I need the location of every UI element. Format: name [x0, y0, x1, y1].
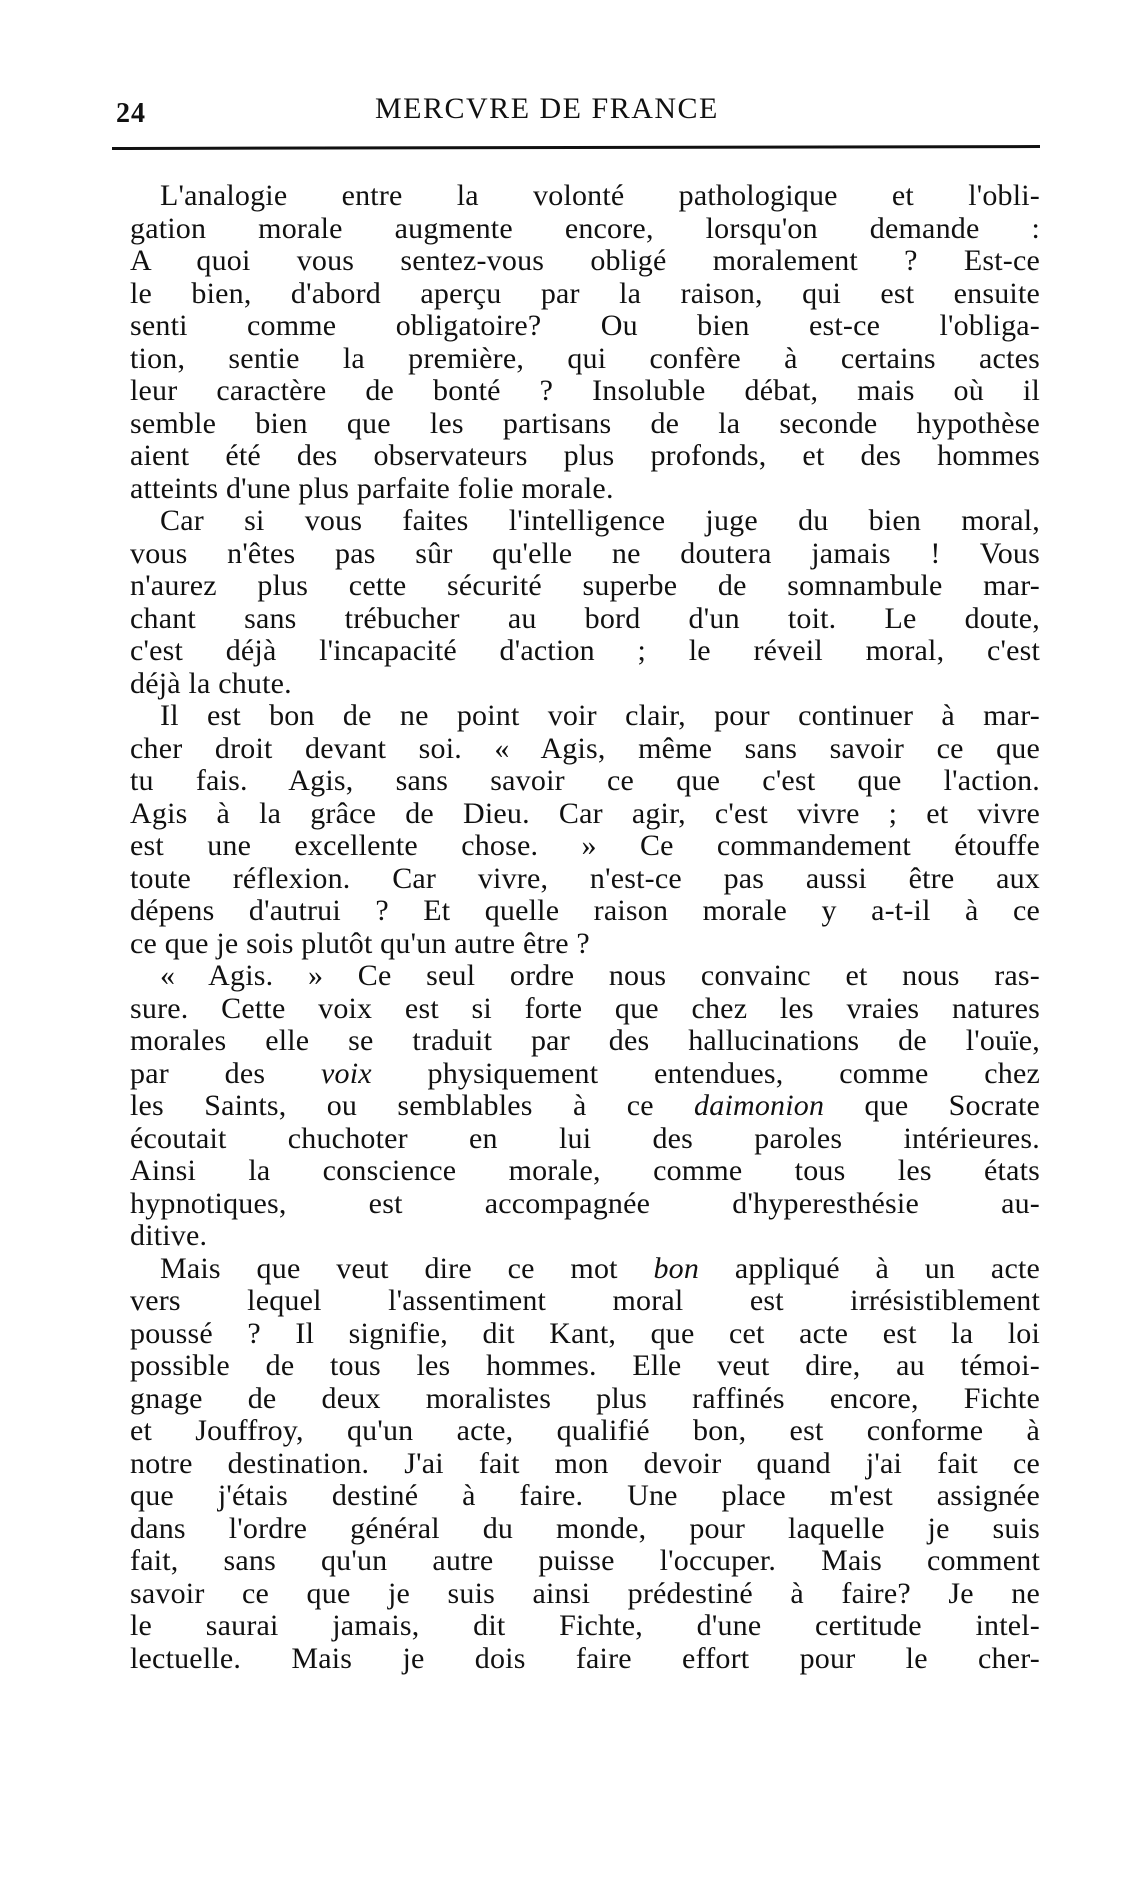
italic-word: daimonion [694, 1089, 825, 1122]
text-line: ce que je sois plutôt qu'un autre être ? [130, 926, 590, 960]
text-line: cher droit devant soi. « Agis, même sans savoir ce que [130, 731, 1040, 765]
text-line: tu fais. Agis, sans savoir ce que c'est que l'action. [130, 764, 1040, 797]
text-line: vers lequel l'assentiment moral est irrésistiblement [130, 1284, 1040, 1317]
text-line: le saurai jamais, dit Fichte, d'une certitude intel- [130, 1609, 1040, 1642]
text-line: vous n'êtes pas sûr qu'elle ne doutera jamais ! Vous [130, 536, 1040, 570]
text-line: fait, sans qu'un autre puisse l'occuper. Mais comment [130, 1544, 1040, 1577]
text-line [130, 1253, 1040, 1286]
text-line: Il est bon de ne point voir clair, pour continuer à mar- [160, 699, 1040, 732]
text-segment: les Saints, ou semblables à ce [130, 1089, 695, 1122]
text-line: dans l'ordre général du monde, pour laquelle je suis [130, 1511, 1040, 1545]
text-line: aient été des observateurs plus profonds, et des hommes [130, 439, 1040, 472]
text-line: chant sans trébucher au bord d'un toit. Le doute, [130, 601, 1040, 635]
text-line: possible de tous les hommes. Elle veut dire, au témoi- [130, 1349, 1040, 1382]
text-line: leur caractère de bonté ? Insoluble débat, mais où il [130, 374, 1040, 407]
text-segment: appliqué à un acte [699, 1251, 1041, 1285]
text-line: gation morale augmente encore, lorsqu'on demande : [130, 211, 1040, 245]
page-number: 24 [116, 98, 146, 129]
text-line: senti comme obligatoire? Ou bien est-ce l'obliga- [130, 309, 1040, 342]
text-segment: que Socrate [824, 1089, 1040, 1122]
text-line: ditive. [130, 1219, 208, 1252]
text-line: morales elle se traduit par des hallucinations de l'ouïe, [130, 1024, 1040, 1057]
text-line: toute réflexion. Car vivre, n'est-ce pas aussi être aux [130, 861, 1040, 895]
text-line: Car si vous faites l'intelligence juge du bien moral, [160, 504, 1040, 537]
text-line: est une excellente chose. » Ce commandement étouffe [130, 829, 1040, 862]
text-segment: Mais que veut dire ce mot [160, 1251, 654, 1285]
text-line [130, 1058, 1040, 1091]
header-rule [112, 145, 1040, 150]
text-line: semble bien que les partisans de la seconde hypothèse [130, 406, 1040, 440]
italic-word: bon [653, 1251, 700, 1285]
body-text [130, 180, 1040, 1675]
text-line: tion, sentie la première, qui confère à certains actes [130, 341, 1040, 375]
text-segment: par des [130, 1056, 321, 1090]
text-line: et Jouffroy, qu'un acte, qualifié bon, est conforme à [130, 1414, 1040, 1447]
text-line: L'analogie entre la volonté pathologique et l'obli- [160, 179, 1040, 212]
text-line: A quoi vous sentez-vous obligé moralement ? Est-ce [130, 244, 1040, 277]
text-line: le bien, d'abord aperçu par la raison, qui est ensuite [130, 276, 1040, 310]
text-line: c'est déjà l'incapacité d'action ; le réveil moral, c'est [130, 634, 1040, 667]
text-line: déjà la chute. [130, 666, 292, 700]
text-line: « Agis. » Ce seul ordre nous convainc et nous ras- [160, 959, 1040, 992]
italic-word: voix [321, 1056, 372, 1090]
journal-title: MERCVRE DE FRANCE [375, 92, 719, 125]
text-line: n'aurez plus cette sécurité superbe de somnambule mar- [130, 569, 1040, 602]
text-line: Ainsi la conscience morale, comme tous les états [130, 1154, 1040, 1187]
text-line: Agis à la grâce de Dieu. Car agir, c'est vivre ; et vivre [130, 796, 1040, 830]
text-segment: physiquement entendues, comme chez [371, 1056, 1040, 1090]
running-head [110, 92, 1040, 132]
text-line: notre destination. J'ai fait mon devoir quand j'ai fait ce [130, 1446, 1040, 1480]
text-line: dépens d'autrui ? Et quelle raison morale y a-t-il à ce [130, 894, 1040, 927]
text-line: savoir ce que je suis ainsi prédestiné à faire? Je ne [130, 1576, 1040, 1610]
text-line: atteints d'une plus parfaite folie morale. [130, 471, 614, 505]
text-line: poussé ? Il signifie, dit Kant, que cet acte est la loi [130, 1316, 1040, 1350]
text-line: écoutait chuchoter en lui des paroles intérieures. [130, 1121, 1040, 1155]
text-line: lectuelle. Mais je dois faire effort pour le cher- [130, 1641, 1040, 1675]
text-line: sure. Cette voix est si forte que chez les vraies natures [130, 991, 1040, 1025]
text-line: que j'étais destiné à faire. Une place m'est assignée [130, 1479, 1040, 1512]
text-line [130, 1090, 1040, 1123]
text-line: hypnotiques, est accompagnée d'hyperesthésie au- [130, 1186, 1040, 1220]
text-line: gnage de deux moralistes plus raffinés encore, Fichte [130, 1381, 1040, 1415]
